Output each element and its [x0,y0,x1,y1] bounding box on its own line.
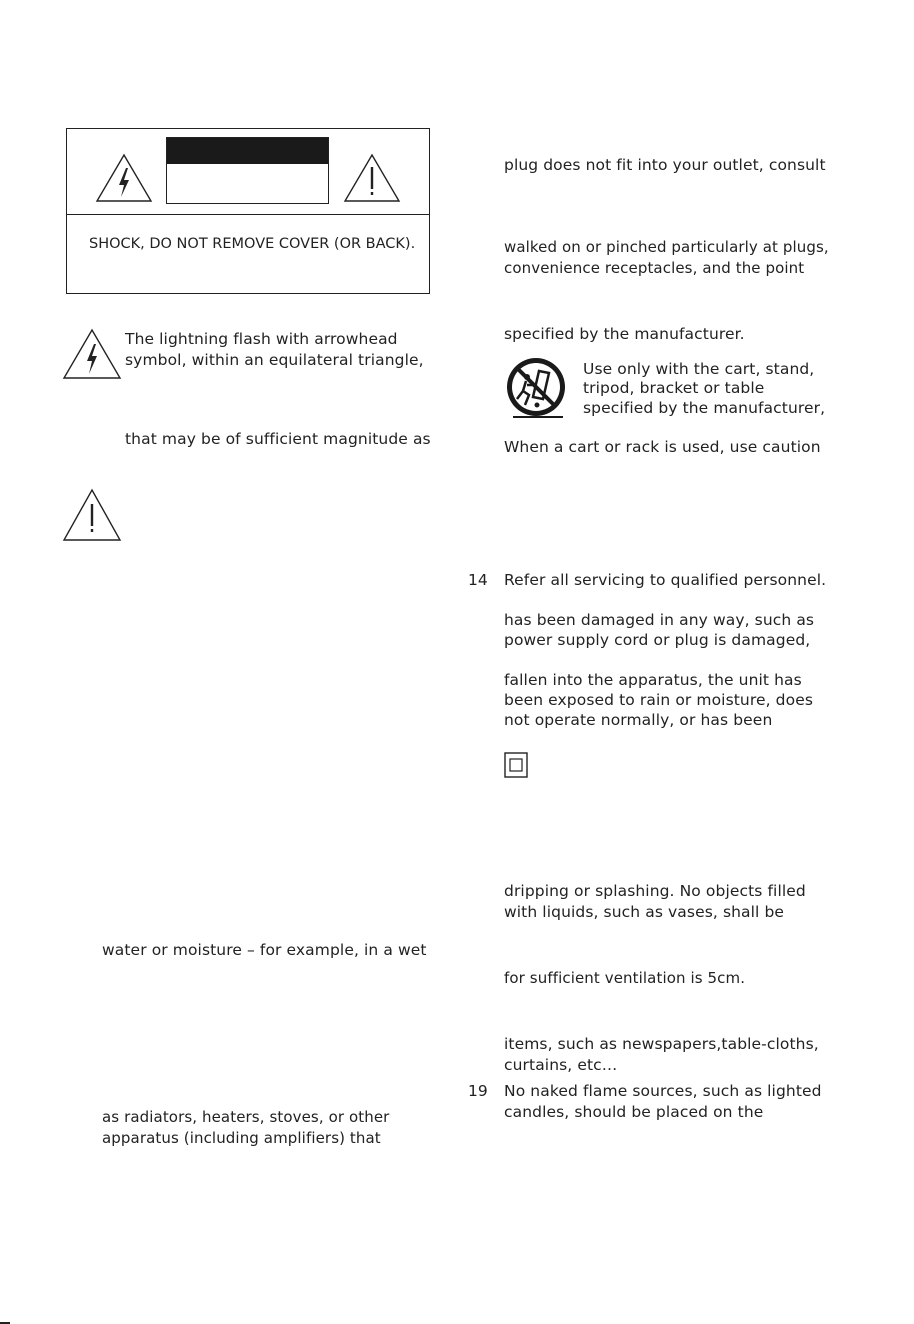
cart-text-line-2: tripod, bracket or table [583,379,765,397]
double-square-icon [504,752,528,778]
item14-line-5: been exposed to rain or moisture, does [504,691,814,709]
caution-label [166,137,329,204]
items-text-line-2: curtains, etc… [504,1056,618,1074]
item-number-19: 19 [468,1082,488,1100]
item14-line-2: has been damaged in any way, such as [504,611,815,629]
cart-caution-line: When a cart or rack is used, use caution [504,438,821,456]
lightning-text-line-3: that may be of sufficient magnitude as [125,430,431,448]
caution-text: SHOCK, DO NOT REMOVE COVER (OR BACK). [89,236,416,252]
cart-text-line-1: Use only with the cart, stand, [583,360,815,378]
caution-label-banner [167,138,328,164]
cord-text-line-2: convenience receptacles, and the point [504,259,805,277]
item19-line-1: No naked flame sources, such as lighted [504,1082,822,1100]
water-text-line: water or moisture – for example, in a wet [102,941,427,959]
item14-line-3: power supply cord or plug is damaged, [504,631,811,649]
cart-text-line-3: specified by the manufacturer, [583,399,826,417]
item19-line-2: candles, should be placed on the [504,1103,764,1121]
lightning-triangle-icon [62,328,122,380]
ventilation-text-line: for sufficient ventilation is 5cm. [504,969,746,987]
item14-line-4: fallen into the apparatus, the unit has [504,671,802,689]
cart-tip-over-icon [503,355,569,421]
item14-line-1: Refer all servicing to qualified personnel. [504,571,827,589]
drip-text-line-1: dripping or splashing. No objects filled [504,882,806,900]
heat-text-line-1: as radiators, heaters, stoves, or other [102,1108,390,1126]
specified-text-line: specified by the manufacturer. [504,325,745,343]
heat-text-line-2: apparatus (including amplifiers) that [102,1129,381,1147]
caution-divider [67,214,429,215]
caution-box [66,128,430,294]
item-number-14: 14 [468,571,488,589]
drip-text-line-2: with liquids, such as vases, shall be [504,903,785,921]
items-text-line-1: items, such as newspapers,table-cloths, [504,1035,819,1053]
exclamation-triangle-icon [343,153,401,203]
cord-text-line-1: walked on or pinched particularly at plugs, [504,238,829,256]
lightning-text-line-2: symbol, within an equilateral triangle, [125,351,424,369]
item14-line-6: not operate normally, or has been [504,711,773,729]
exclamation-triangle-icon [62,488,122,542]
plug-text-line: plug does not fit into your outlet, consult [504,156,826,174]
lightning-text-line-1: The lightning flash with arrowhead [125,330,398,348]
lightning-triangle-icon [95,153,153,203]
